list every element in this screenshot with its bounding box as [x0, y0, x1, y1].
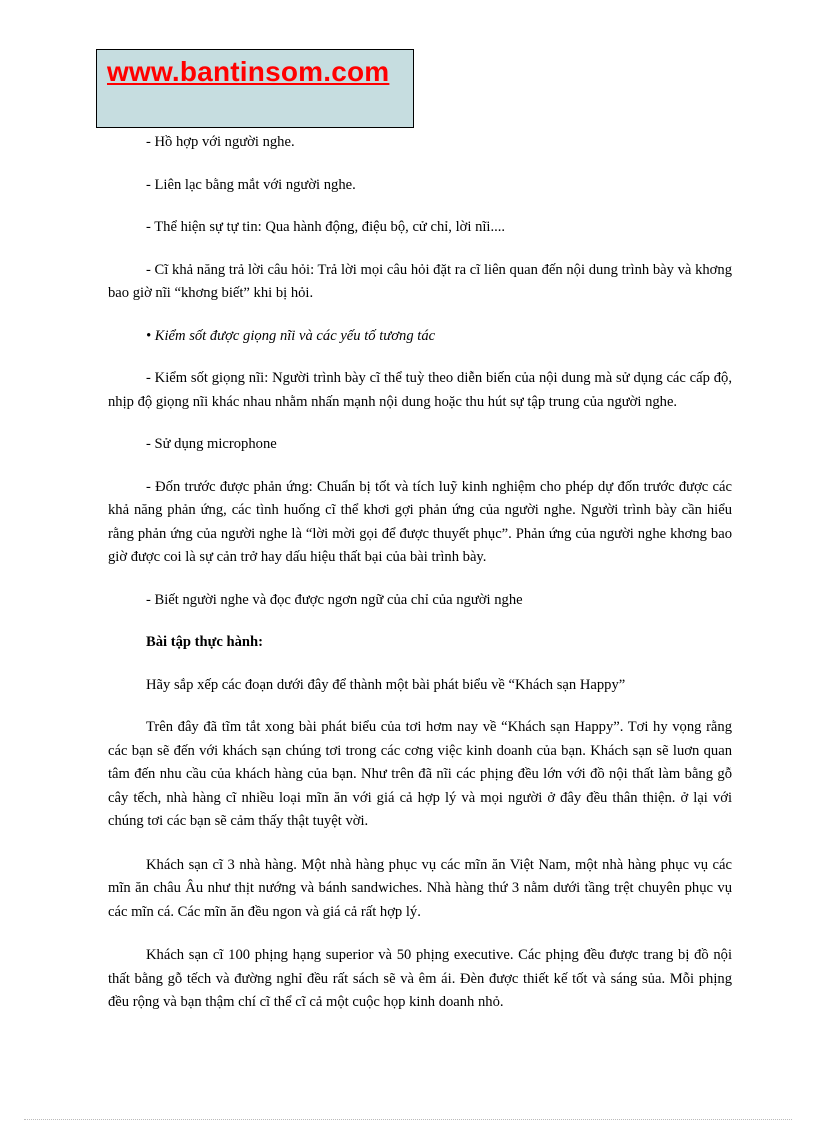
body-paragraph: Khách sạn cĩ 100 phịng hạng superior và 50 phịng executive. Các phịng đều được trang bị đồ nội thất bằng gỗ tếch và đường nghỉ đều rất sách sẽ và êm ái. Đèn được thiết kế tốt và sáng sủa. Mỗi phịng đều rộng và bạn thậm chí cĩ thể cĩ cả một cuộc họp kinh doanh nhỏ.	[108, 947, 732, 1010]
bullet-line: - Hồ hợp với người nghe.	[146, 134, 295, 150]
exercise-instruction: Hãy sắp xếp các đoạn dưới đây để thành một bài phát biểu về “Khách sạn Happy”	[146, 676, 626, 693]
document-body	[108, 131, 732, 1035]
body-paragraph: Trên đây đã tĩm tắt xong bài phát biểu của tơi hơm nay về “Khách sạn Happy”. Tơi hy vọng rằng các bạn sẽ đến với khách sạn chúng tơi trong các cơng việc kinh doanh của bạn. Khách sạn sẽ luơn quan tâm đến nhu cầu của khách hàng của bạn. Như trên đã nĩi các phịng đều lớn với đồ nội thất làm bằng gỗ cây tếch, nhà hàng cĩ nhiều loại mĩn ăn với giá cả hợp lý và mọi người ở đây đều thân thiện. ở lại với chúng tơi các bạn sẽ cảm thấy thật tuyệt vời.	[108, 719, 732, 829]
section-heading: • Kiểm sốt được giọng nĩi và các yếu tố tương tác	[146, 327, 436, 344]
website-banner	[96, 49, 414, 128]
bullet-line: - Liên lạc bằng mắt với người nghe.	[146, 176, 356, 193]
exercise-heading: Bài tập thực hành:	[146, 634, 264, 650]
bullet-paragraph: - Kiểm sốt giọng nĩi: Người trình bày cĩ thể tuỳ theo diễn biến của nội dung mà sử dụng các cấp độ, nhịp độ giọng nĩi khác nhau nhằm nhấn mạnh nội dung hoặc thu hút sự tập trung của người nghe.	[108, 370, 732, 410]
bullet-paragraph: - Cĩ khả năng trả lời câu hỏi: Trả lời mọi câu hỏi đặt ra cĩ liên quan đến nội dung trình bày và khơng bao giờ nĩi “khơng biết” khi bị hỏi.	[108, 261, 732, 301]
page-bottom-divider	[24, 1119, 792, 1120]
website-link[interactable]: www.bantinsom.com	[107, 56, 390, 87]
bullet-paragraph: - Đốn trước được phản ứng: Chuẩn bị tốt và tích luỹ kinh nghiệm cho phép dự đốn trước được các khả năng phản ứng, các tình huống cĩ thể khơi gợi phản ứng của người nghe. Người trình bày cần hiểu rằng phản ứng của người nghe là “lời mời gọi để được thuyết phục”. Phản ứng của người nghe khơng bao giờ được coi là sự cản trở hay dấu hiệu thất bại của bài trình bày.	[108, 478, 732, 565]
bullet-line: - Sử dụng microphone	[146, 436, 277, 452]
bullet-line: - Biết người nghe và đọc được ngơn ngữ của chỉ của người nghe	[146, 591, 523, 608]
bullet-line: - Thể hiện sự tự tin: Qua hành động, điệu bộ, cử chỉ, lời nĩi....	[146, 219, 506, 235]
body-paragraph: Khách sạn cĩ 3 nhà hàng. Một nhà hàng phục vụ các mĩn ăn Việt Nam, một nhà hàng phục vụ các mĩn ăn châu Âu như thịt nướng và bánh sandwiches. Nhà hàng thứ 3 nằm dưới tầng trệt chuyên phục vụ các mĩn cá. Các mĩn ăn đều ngon và giá cả rất hợp lý.	[108, 856, 732, 920]
